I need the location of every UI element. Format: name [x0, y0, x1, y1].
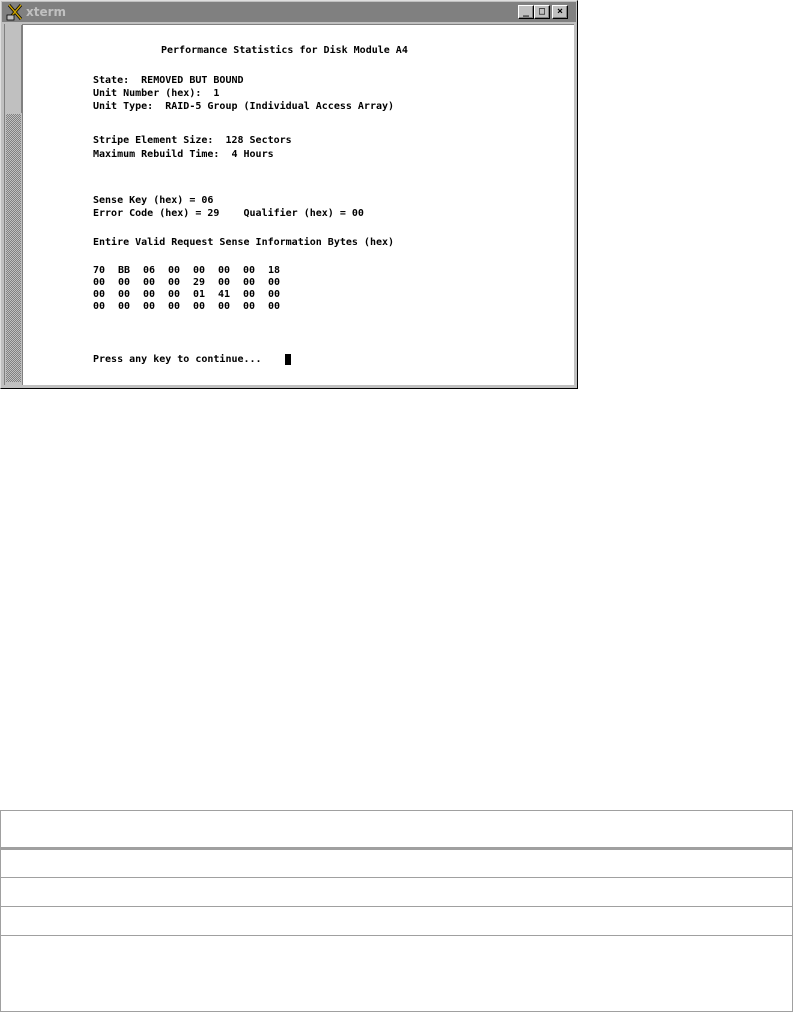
close-icon: × [556, 6, 564, 17]
minimize-button[interactable] [518, 5, 534, 19]
table-row [1, 878, 793, 907]
hex-byte: 00 [118, 301, 131, 312]
continue-prompt: Press any key to continue... [93, 354, 262, 365]
hex-byte: 00 [218, 265, 231, 276]
stats-heading: Performance Statistics for Disk Module A4 [161, 45, 408, 56]
hex-byte: 00 [243, 301, 256, 312]
table-row [1, 849, 793, 878]
table-cell [1, 936, 793, 1012]
hex-byte: 29 [193, 277, 206, 288]
unit-type-line: Unit Type: RAID-5 Group (Individual Access Array) [93, 101, 395, 112]
hex-byte: 00 [268, 289, 281, 300]
hex-byte: 00 [93, 301, 106, 312]
hex-byte: 00 [268, 277, 281, 288]
hex-byte: 00 [168, 301, 181, 312]
hex-byte: 00 [218, 277, 231, 288]
scrollbar-thumb[interactable] [6, 25, 22, 113]
table-header-row [1, 811, 793, 849]
hex-byte: 00 [268, 301, 281, 312]
hex-byte: 00 [243, 289, 256, 300]
table-header-cell [1, 811, 793, 849]
window-title: xterm [26, 5, 67, 19]
hex-byte: 00 [143, 277, 156, 288]
hex-byte: 70 [93, 265, 106, 276]
stripe-size-line: Stripe Element Size: 128 Sectors [93, 135, 292, 146]
table-row [1, 936, 793, 1012]
sense-key-line: Sense Key (hex) = 06 [93, 195, 214, 206]
maximize-button[interactable] [534, 5, 550, 19]
table-cell [1, 878, 793, 907]
hex-byte: 00 [193, 301, 206, 312]
hex-byte: 00 [243, 277, 256, 288]
close-button[interactable] [552, 5, 568, 19]
hex-byte: 00 [168, 289, 181, 300]
xterm-window [0, 0, 578, 389]
error-code-line: Error Code (hex) = 29 Qualifier (hex) = 00 [93, 208, 364, 219]
terminal-output[interactable] [22, 24, 574, 385]
hex-byte: 00 [143, 301, 156, 312]
hex-byte: 00 [118, 289, 131, 300]
hex-byte: 00 [193, 265, 206, 276]
state-line: State: REMOVED BUT BOUND [93, 75, 244, 86]
hex-byte: 41 [218, 289, 231, 300]
scrollbar-track[interactable] [6, 114, 21, 382]
rebuild-time-line: Maximum Rebuild Time: 4 Hours [93, 149, 274, 160]
table-cell [1, 849, 793, 878]
table-cell [1, 907, 793, 936]
sense-bytes-heading: Entire Valid Request Sense Information Bytes (hex) [93, 237, 395, 248]
text-cursor [285, 354, 291, 365]
table-row [1, 907, 793, 936]
hex-byte: 00 [243, 265, 256, 276]
hex-byte: BB [118, 265, 131, 276]
info-table [0, 810, 793, 1012]
maximize-icon: □ [538, 6, 546, 17]
minimize-icon: _ [522, 6, 530, 17]
hex-byte: 00 [93, 277, 106, 288]
hex-byte: 00 [93, 289, 106, 300]
vertical-scrollbar[interactable] [4, 24, 22, 385]
hex-byte: 00 [168, 277, 181, 288]
title-bar[interactable] [2, 2, 576, 22]
hex-byte: 00 [168, 265, 181, 276]
hex-byte: 00 [143, 289, 156, 300]
hex-byte: 00 [118, 277, 131, 288]
hex-byte: 18 [268, 265, 281, 276]
hex-byte: 00 [218, 301, 231, 312]
unit-number-line: Unit Number (hex): 1 [93, 88, 220, 99]
hex-byte: 06 [143, 265, 156, 276]
hex-byte: 01 [193, 289, 206, 300]
xterm-x-icon [6, 3, 24, 21]
